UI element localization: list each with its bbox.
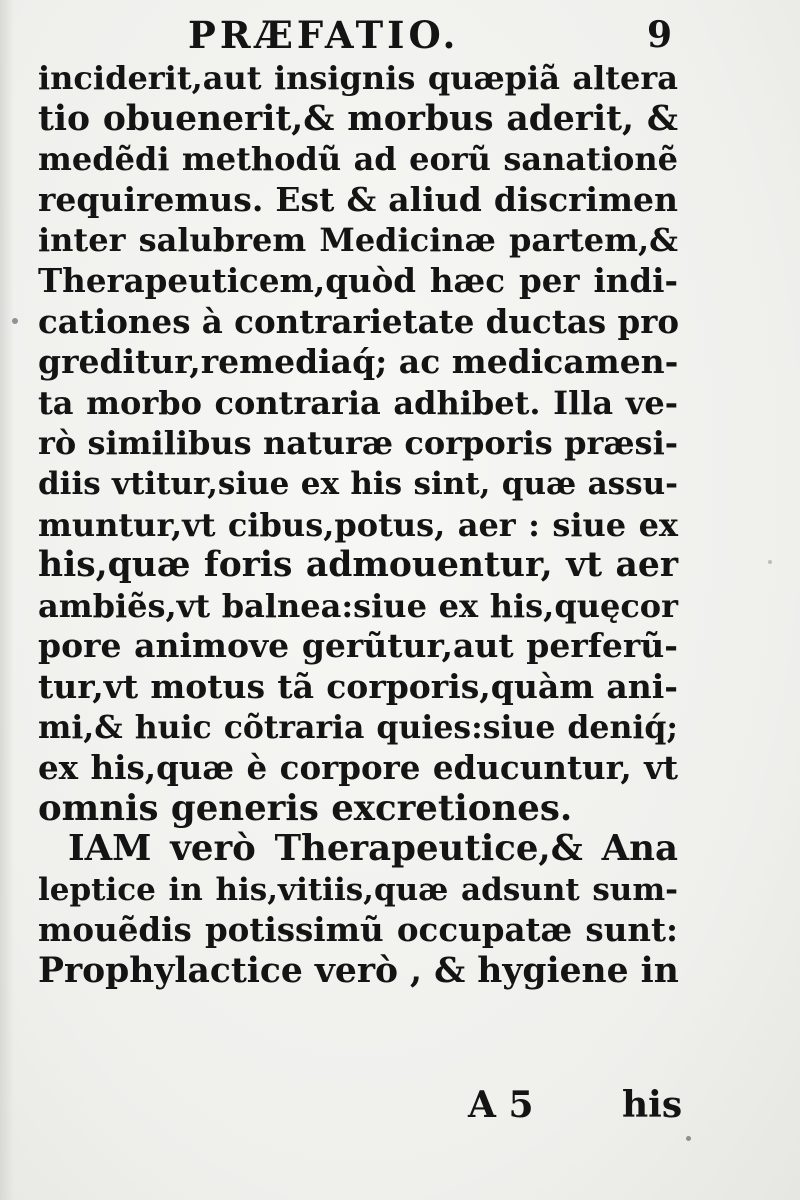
text-line: ex his,quæ è corpore educuntur, vt	[38, 748, 678, 788]
text-line: muntur,vt cibus,potus, aer : siue ex	[38, 505, 678, 544]
text-line: rò similibus naturæ corporis præsi-	[38, 424, 678, 463]
text-line: tio obuenerit,& morbus aderit, &	[38, 98, 678, 139]
body-text	[38, 58, 678, 992]
paragraph-start-line: IAM verò Therapeutice,& Ana	[68, 828, 678, 870]
running-head	[0, 12, 800, 58]
text-line: ambiẽs,vt balnea:siue ex his,quęcor	[38, 586, 678, 625]
text-line: diis vtitur,siue ex his sint, quæ assu-	[38, 465, 678, 502]
running-head-title: PRÆFATIO.	[188, 13, 460, 57]
text-line: mi,& huic cõtraria quies:siue deniq́;	[38, 708, 678, 746]
text-line: inter salubrem Medicinæ partem,&	[38, 221, 678, 260]
signature-mark: A 5	[468, 1084, 534, 1126]
text-line: Therapeuticem,quòd hæc per indi-	[38, 260, 678, 300]
ink-speck	[768, 560, 772, 564]
catchline	[0, 1082, 800, 1128]
text-line: pore animove gerũtur,aut perferũ-	[38, 626, 678, 666]
paragraph-end-line: omnis generis excretiones.	[38, 787, 573, 829]
text-line: mouẽdis potissimũ occupatæ sunt:	[38, 910, 678, 950]
page-edge-shadow	[0, 0, 14, 1200]
text-line: cationes à contrarietate ductas pro	[38, 301, 680, 341]
text-line: inciderit,aut insignis quæpiã altera	[38, 59, 678, 97]
text-line: his,quæ foris admouentur, vt aer	[38, 545, 678, 586]
text-line: medẽdi methodũ ad eorũ sanationẽ	[38, 140, 678, 179]
text-line: leptice in his,vitiis,quæ adsunt sum-	[38, 871, 678, 908]
ink-speck	[12, 318, 18, 324]
text-line: greditur,remediaq́; ac medicamen-	[38, 342, 679, 382]
page-number: 9	[647, 14, 673, 56]
text-line: requiremus. Est & aliud discrimen	[38, 179, 678, 219]
ink-speck	[686, 1136, 691, 1141]
text-line: ta morbo contraria adhibet. Illa ve-	[38, 383, 678, 422]
catchword: his	[622, 1084, 683, 1126]
text-line: tur,vt motus tã corporis,quàm ani-	[38, 666, 678, 706]
text-line: Prophylactice verò , & hygiene in	[38, 951, 679, 992]
